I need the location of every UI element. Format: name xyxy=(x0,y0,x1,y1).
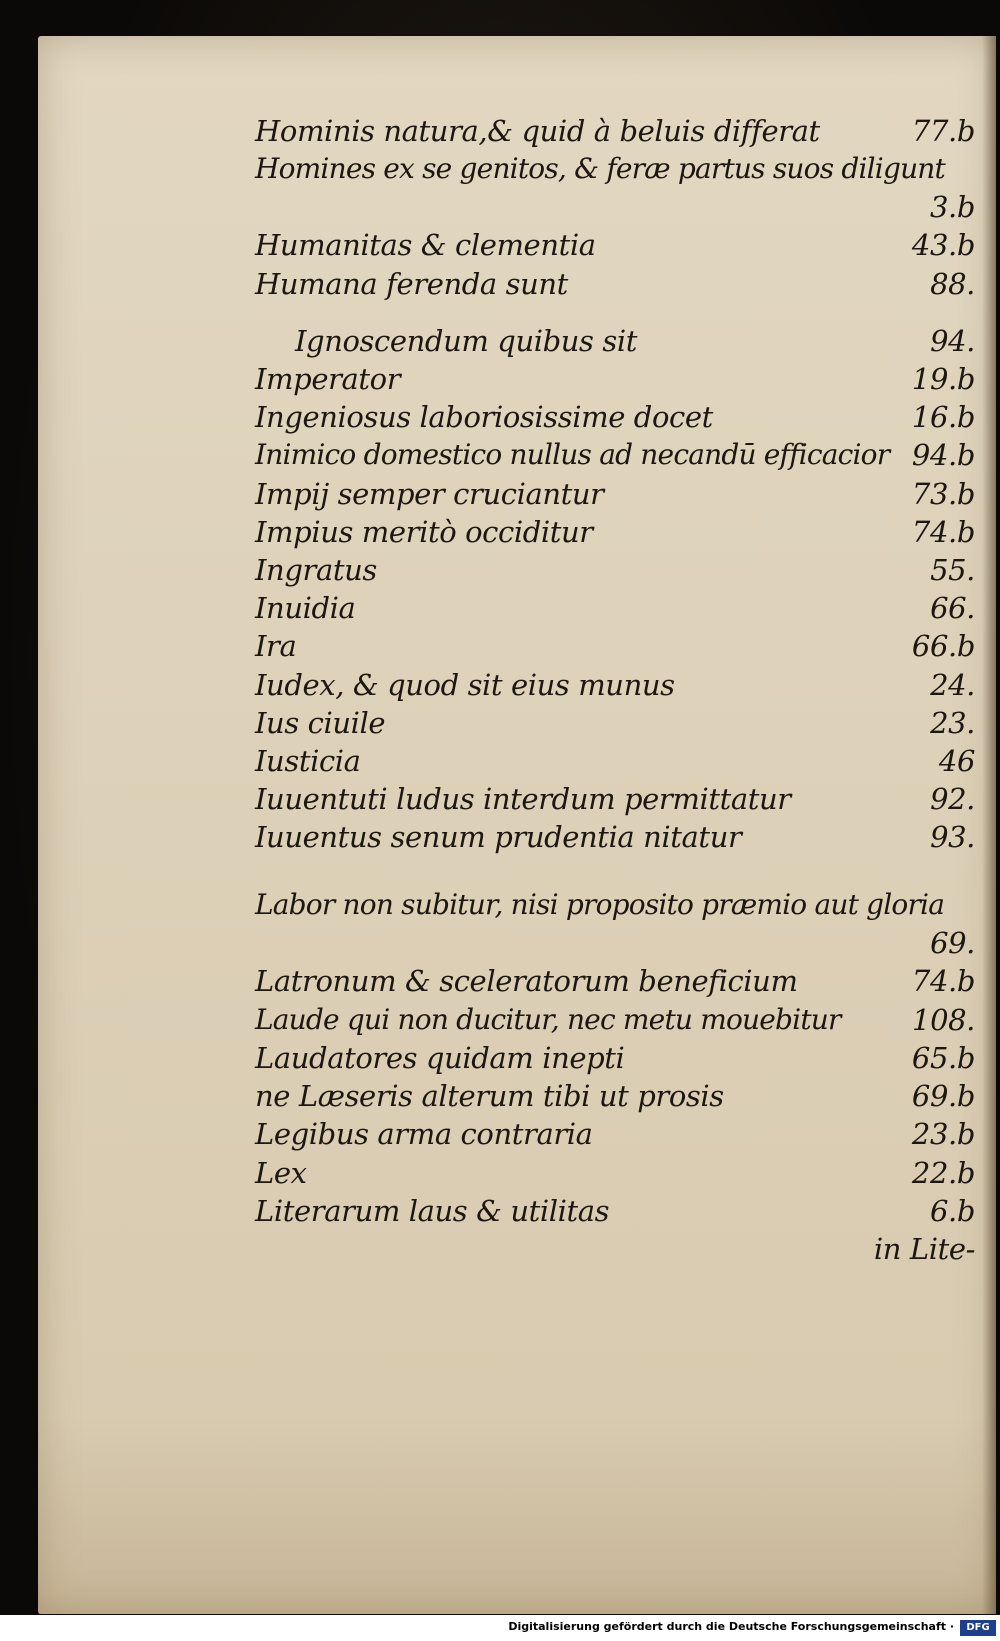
index-entry xyxy=(255,627,975,665)
index-entry xyxy=(255,1115,975,1153)
catchword: in Lite- xyxy=(873,1232,975,1266)
index-entry xyxy=(255,666,975,704)
index-entry xyxy=(255,398,975,436)
footer-credit: Digitalisierung gefördert durch die Deutsche Forschungsgemeinschaft · xyxy=(508,1620,954,1633)
entry-term: Hominis natura,& quid à beluis differat xyxy=(255,114,820,148)
entry-page-ref: 66.b xyxy=(911,629,975,663)
entry-page-ref: 94. xyxy=(930,324,975,358)
entry-term: ne Læseris alterum tibi ut prosis xyxy=(255,1079,724,1113)
entry-page-ref: 92. xyxy=(930,782,975,816)
entry-term: Latronum & sceleratorum beneficium xyxy=(255,964,798,998)
entry-page-ref: 65.b xyxy=(911,1041,975,1075)
index-entry xyxy=(255,1192,975,1230)
entry-page-ref: 69. xyxy=(930,926,975,960)
index-entry xyxy=(255,1001,975,1039)
entry-page-ref: 46 xyxy=(938,744,975,778)
entry-term: Humana ferenda sunt xyxy=(255,267,568,301)
index-entry xyxy=(255,150,975,188)
entry-page-ref: 74.b xyxy=(911,964,975,998)
index-entry xyxy=(255,188,975,226)
entry-term: Inuidia xyxy=(255,591,356,625)
entry-term: Iusticia xyxy=(255,744,361,778)
entry-page-ref: 55. xyxy=(930,553,975,587)
index-entry xyxy=(255,265,975,303)
entry-term: Iuuentuti ludus interdum permittatur xyxy=(255,782,791,816)
index-entry xyxy=(255,360,975,398)
entry-term: Iudex, & quod sit eius munus xyxy=(255,668,675,702)
entry-term: Impij semper cruciantur xyxy=(255,477,604,511)
catchword-line xyxy=(255,1230,975,1268)
entry-page-ref: 94.b xyxy=(911,438,975,472)
entry-page-ref: 73.b xyxy=(911,477,975,511)
entry-term: Legibus arma contraria xyxy=(255,1117,593,1151)
entry-page-ref: 77.b xyxy=(911,114,975,148)
entry-page-ref: 93. xyxy=(930,820,975,854)
entry-page-ref: 74.b xyxy=(911,515,975,549)
index-entries xyxy=(38,36,996,1614)
entry-term: Inimico domestico nullus ad necandū efficacior xyxy=(255,438,890,471)
entry-term: Lex xyxy=(255,1156,307,1190)
entry-term: Humanitas & clementia xyxy=(255,228,596,262)
entry-term: Iuuentus senum prudentia nitatur xyxy=(255,820,742,854)
index-entry xyxy=(255,1077,975,1115)
entry-term: Ius ciuile xyxy=(255,706,386,740)
index-entry xyxy=(255,589,975,627)
index-entry xyxy=(255,322,975,360)
index-entry xyxy=(255,112,975,150)
entry-term: Literarum laus & utilitas xyxy=(255,1194,610,1228)
entry-page-ref: 6.b xyxy=(929,1194,975,1228)
entry-page-ref: 88. xyxy=(930,267,975,301)
entry-page-ref: 23.b xyxy=(911,1117,975,1151)
entry-page-ref: 16.b xyxy=(911,400,975,434)
entry-term: Impius meritò occiditur xyxy=(255,515,593,549)
entry-page-ref: 108. xyxy=(912,1003,975,1037)
index-entry xyxy=(255,886,975,924)
entry-term: Ingeniosus laboriosissime docet xyxy=(255,400,713,434)
index-entry xyxy=(255,962,975,1000)
footer-bar xyxy=(0,1615,1000,1641)
index-entry xyxy=(255,1154,975,1192)
entry-page-ref: 3.b xyxy=(929,190,975,224)
dfg-logo: DFG xyxy=(960,1620,996,1636)
index-entry xyxy=(255,513,975,551)
entry-page-ref: 23. xyxy=(930,706,975,740)
entry-term: Laude qui non ducitur, nec metu mouebitur xyxy=(255,1003,841,1036)
entry-term: Labor non subitur, nisi proposito præmio aut gloria xyxy=(255,888,945,921)
entry-page-ref: 22.b xyxy=(911,1156,975,1190)
index-entry xyxy=(255,704,975,742)
entry-page-ref: 66. xyxy=(930,591,975,625)
index-entry xyxy=(255,818,975,856)
entry-term: Laudatores quidam inepti xyxy=(255,1041,625,1075)
index-entry xyxy=(255,226,975,264)
entry-term: Homines ex se genitos, & feræ partus suos diligunt xyxy=(255,152,945,185)
index-entry xyxy=(255,436,975,474)
entry-page-ref: 24. xyxy=(930,668,975,702)
index-entry xyxy=(255,475,975,513)
book-page xyxy=(38,36,996,1614)
index-entry xyxy=(255,742,975,780)
entry-term: Ignoscendum quibus sit xyxy=(295,324,637,358)
entry-term: Ingratus xyxy=(255,553,377,587)
entry-page-ref: 43.b xyxy=(911,228,975,262)
index-entry xyxy=(255,551,975,589)
index-entry xyxy=(255,780,975,818)
entry-page-ref: 19.b xyxy=(911,362,975,396)
entry-term: Ira xyxy=(255,629,297,663)
entry-page-ref: 69.b xyxy=(911,1079,975,1113)
index-entry xyxy=(255,924,975,962)
index-entry xyxy=(255,1039,975,1077)
entry-term: Imperator xyxy=(255,362,401,396)
